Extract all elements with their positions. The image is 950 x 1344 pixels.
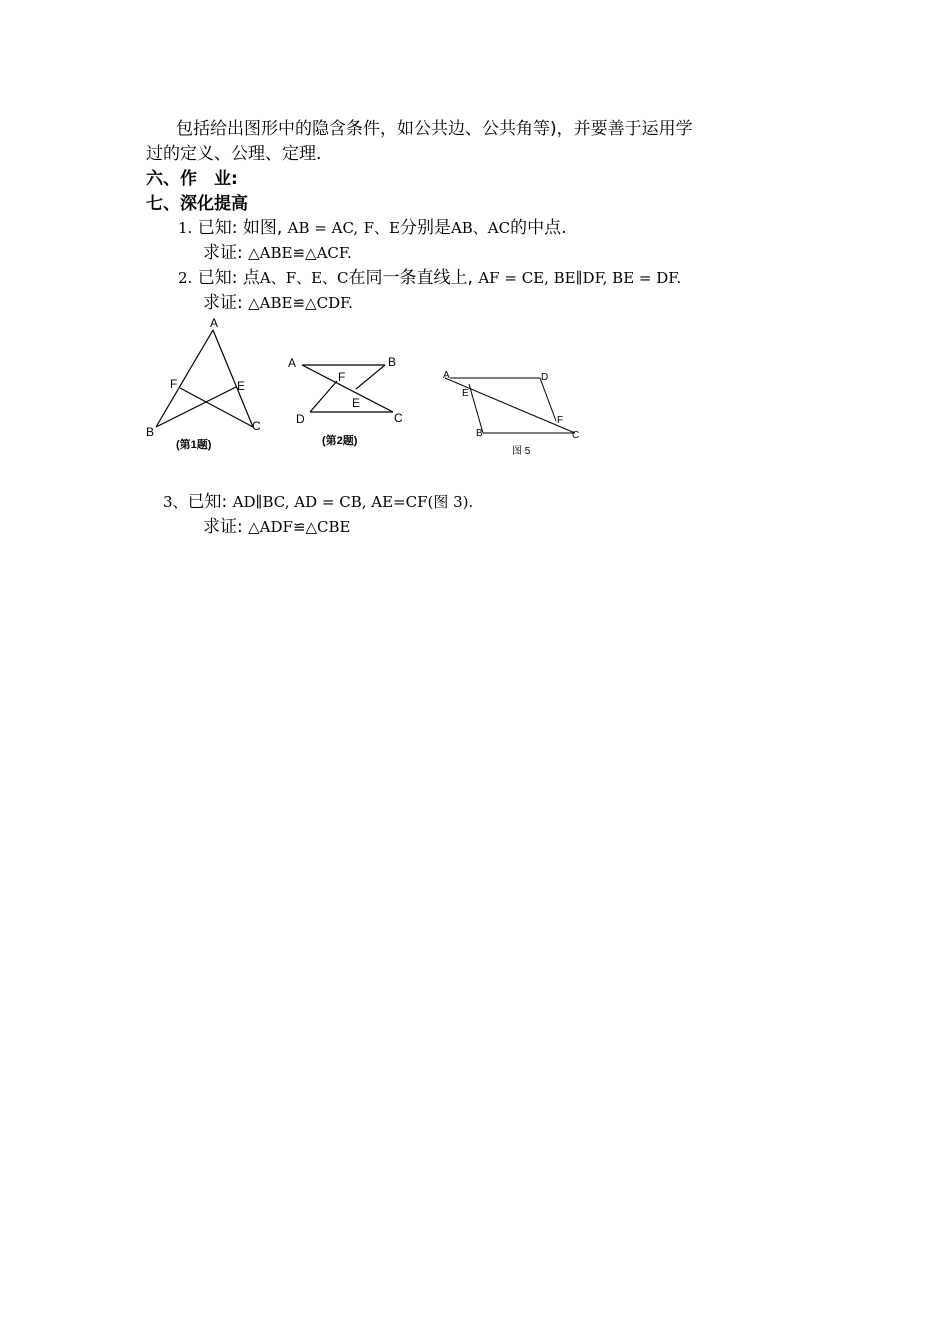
problem-1-math-b: F、E: [363, 219, 400, 237]
figure-2: [280, 345, 420, 450]
problem-2-given: [178, 267, 681, 289]
problem-2-number: 2.: [178, 269, 193, 287]
problem-3-prove: [203, 516, 351, 538]
fig1-label-f: F: [170, 377, 178, 391]
fig2-label-c: C: [394, 411, 403, 425]
fig1-segment-ac: [213, 330, 253, 427]
fig3-caption: 图 5: [512, 446, 531, 457]
figure-3: [435, 362, 585, 462]
problem-2-math-a: A、F、E、C: [259, 269, 349, 287]
fig3-label-f: F: [557, 415, 564, 426]
fig3-label-d: D: [541, 372, 549, 383]
problem-1-text-a: 如图,: [242, 218, 283, 238]
fig2-label-f: F: [338, 370, 346, 384]
fig2-label-d: D: [296, 412, 305, 426]
section-advanced-heading: 七、深化提高: [146, 194, 248, 214]
problem-1-number: 1.: [178, 219, 193, 237]
problem-3-given: [163, 491, 473, 513]
problem-3-prove-label: 求证:: [203, 517, 243, 537]
problem-2-prove: [203, 292, 353, 314]
problem-2-prove-label: 求证:: [203, 293, 243, 313]
section-homework-heading: 六、作 业:: [146, 169, 238, 189]
problem-3-number: 3、: [163, 493, 188, 511]
fig1-label-a: A: [210, 316, 219, 330]
fig3-label-e: E: [462, 388, 469, 399]
fig3-label-b: B: [476, 428, 483, 439]
fig3-label-c: C: [572, 430, 580, 441]
fig2-segment-be: [356, 365, 385, 389]
problem-1-prove: [203, 242, 352, 264]
problem-3-math-a: AD∥BC, AD = CB, AE=CF(图 3).: [232, 493, 474, 511]
problem-1-given: [178, 217, 567, 239]
problem-1-prove-text: △ABE≌△ACF.: [248, 244, 352, 262]
fig1-label-e: E: [237, 379, 246, 393]
fig1-segment-cf: [180, 388, 253, 427]
fig2-caption: (第2题): [322, 435, 358, 447]
fig2-label-a: A: [288, 356, 297, 370]
problem-1-math-a: AB = AC,: [287, 219, 359, 237]
fig1-label-c: C: [252, 419, 261, 433]
intro-line-1: 包括给出图形中的隐含条件，如公共边、公共角等)，并要善于运用学: [176, 119, 693, 139]
fig3-segment-dc: [540, 378, 556, 421]
figure-1: [140, 312, 270, 457]
intro-line-2: 过的定义、公理、定理.: [146, 144, 322, 164]
problem-1-text-b: 分别是: [399, 218, 451, 238]
problem-3-prove-text: △ADF≌△CBE: [248, 518, 351, 536]
fig2-label-b: B: [388, 355, 397, 369]
problem-1-math-c: AB、AC: [450, 219, 511, 237]
fig2-label-e: E: [352, 396, 361, 410]
problem-2-given-label: 已知:: [197, 268, 238, 288]
problem-1-given-label: 已知:: [197, 218, 238, 238]
fig1-caption: (第1题): [176, 439, 212, 451]
problem-2-text-a: 点: [242, 268, 260, 288]
problem-2-text-b: 在同一条直线上,: [348, 268, 473, 288]
fig3-label-a: A: [443, 370, 450, 381]
problem-1-prove-label: 求证:: [203, 243, 243, 263]
problem-2-prove-text: △ABE≌△CDF.: [248, 294, 353, 312]
problem-1-text-c: 的中点.: [510, 218, 567, 238]
fig2-segment-df: [310, 381, 337, 412]
problem-2-math-b: AF = CE, BE∥DF, BE = DF.: [478, 269, 682, 287]
problem-3-given-label: 已知:: [187, 492, 228, 512]
fig1-label-b: B: [146, 425, 155, 439]
fig3-segment-ac: [445, 378, 575, 433]
